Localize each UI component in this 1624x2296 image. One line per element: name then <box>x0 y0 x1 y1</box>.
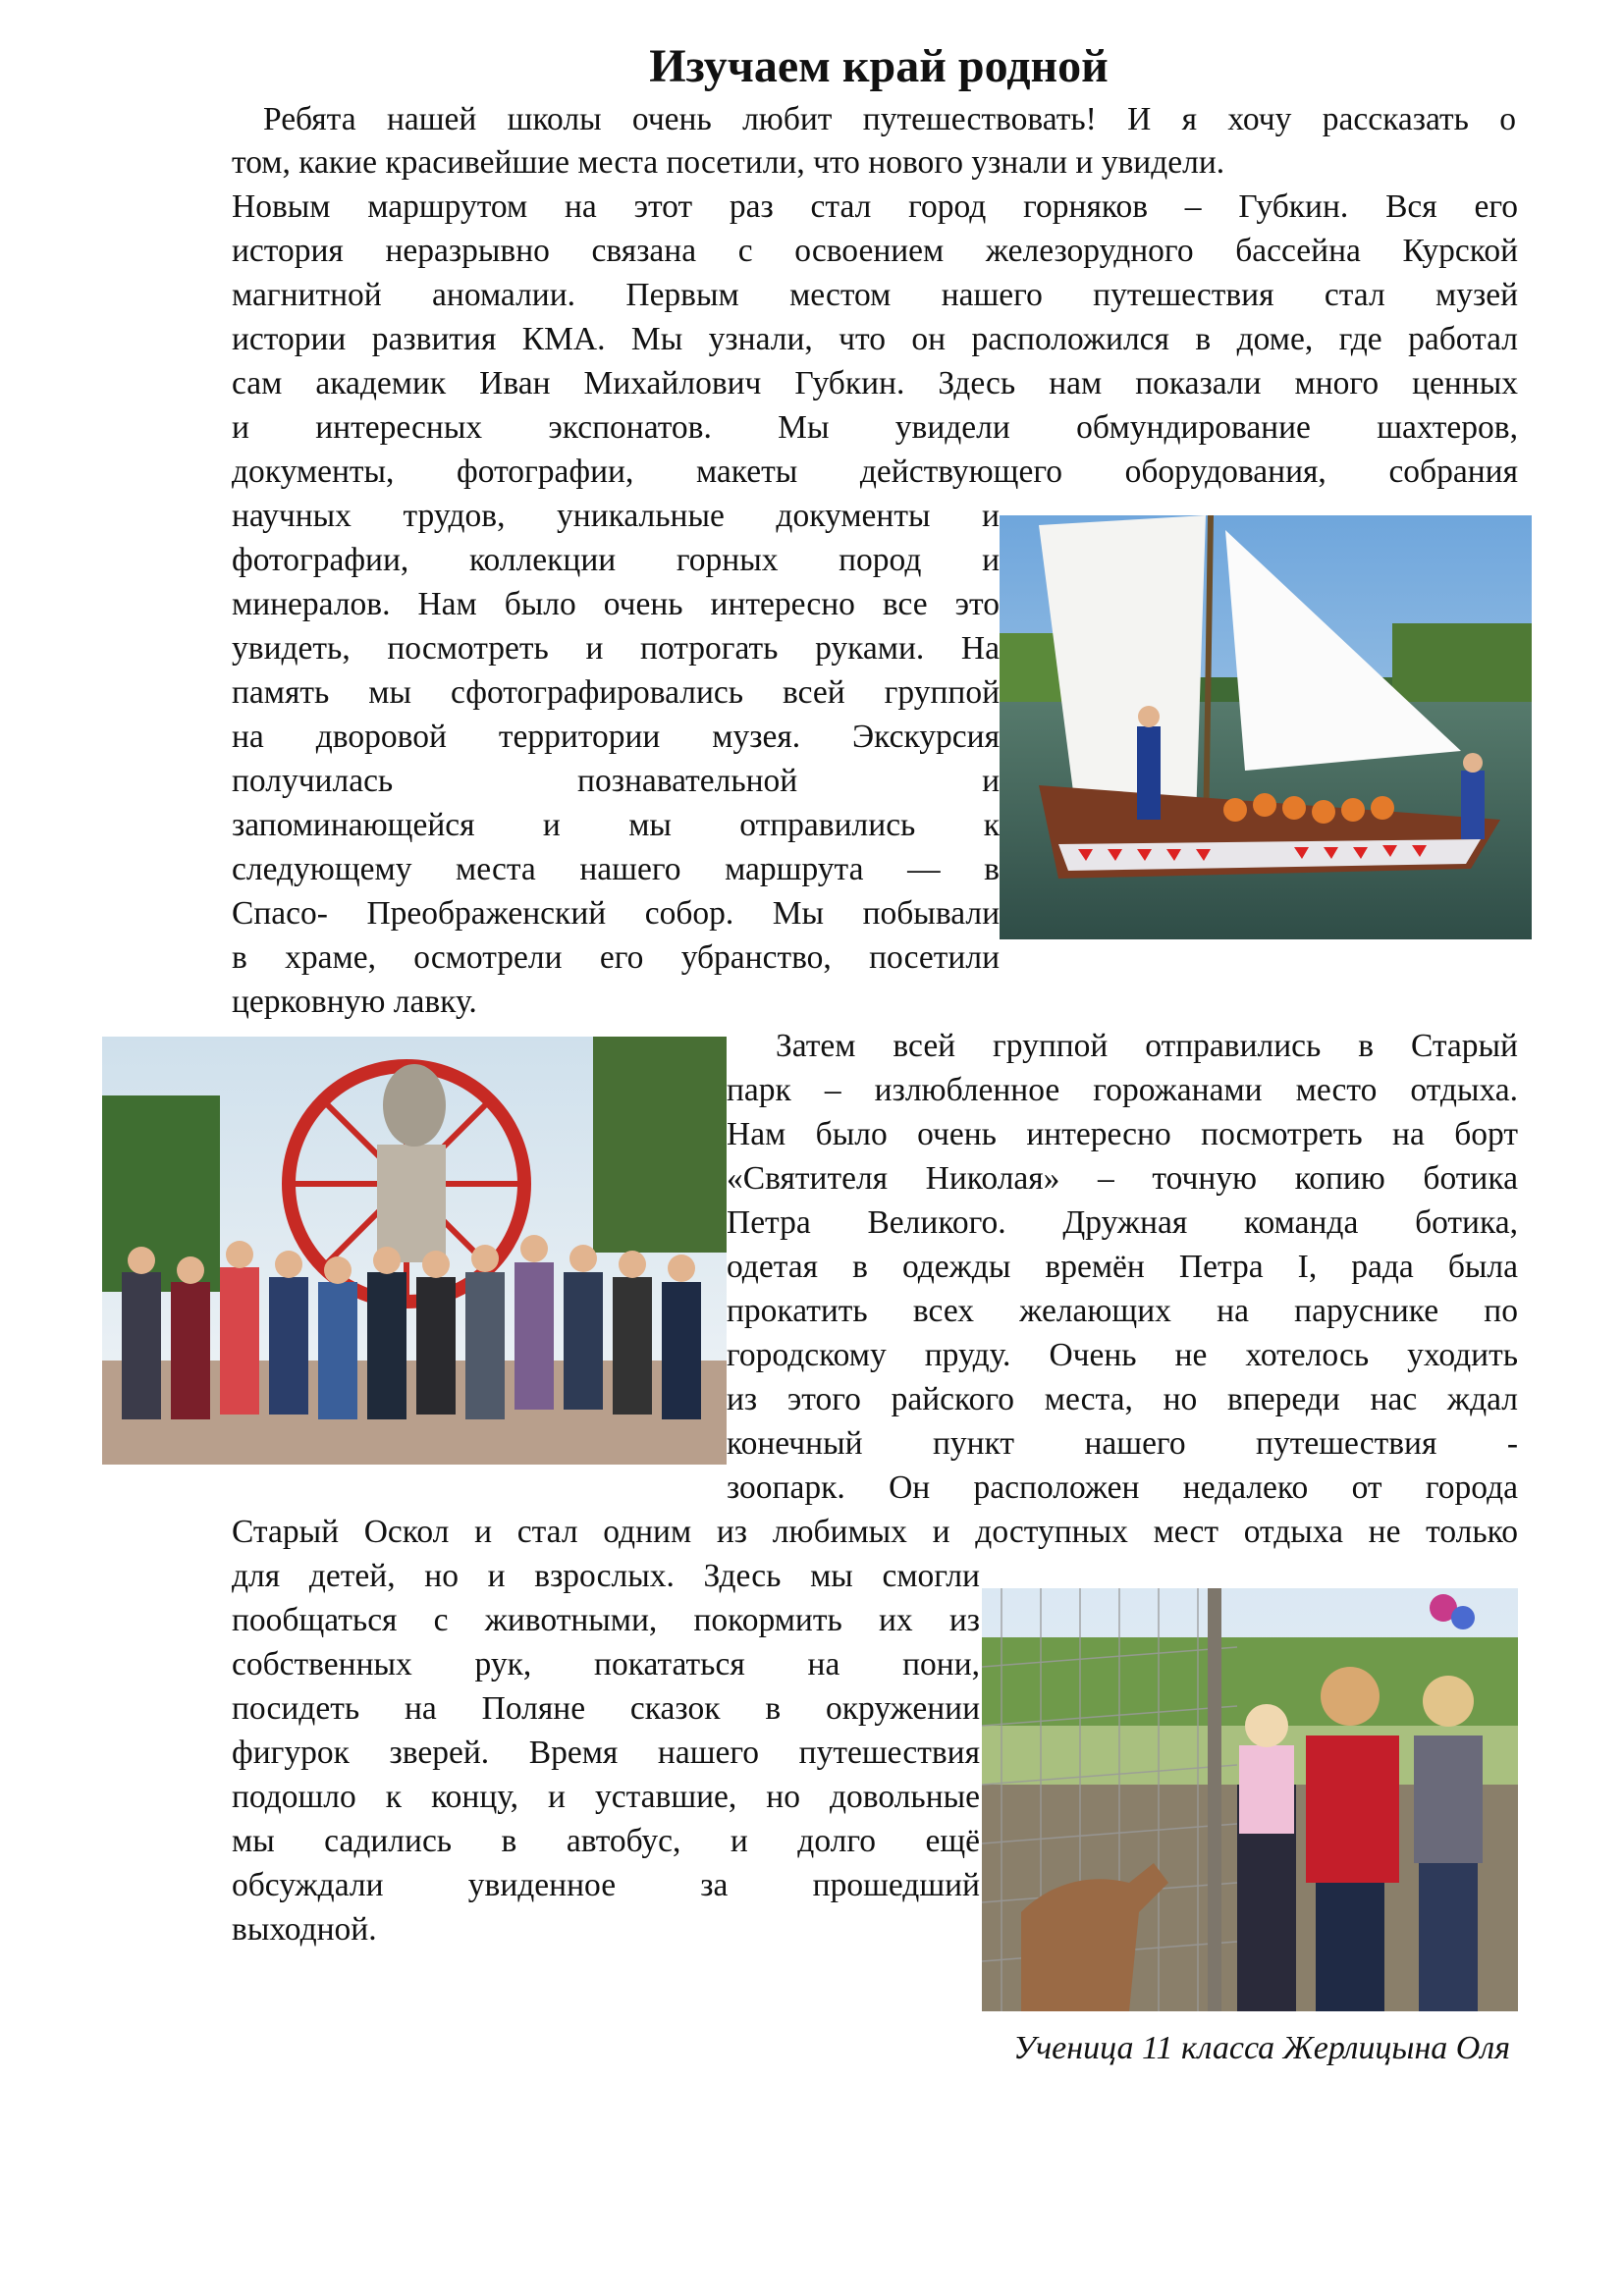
text-line: Новым маршрутом на этот раз стал город горняков – Губкин. Вся его <box>232 188 1518 225</box>
text-line: фигурок зверей. Время нашего путешествия <box>232 1735 980 1771</box>
text-line: городскому пруду. Очень не хотелось уходить <box>727 1337 1518 1373</box>
text-line: Спасо- Преображенский собор. Мы побывали <box>232 895 1000 932</box>
text-line: и интересных экспонатов. Мы увидели обмундирование шахтеров, <box>232 409 1518 446</box>
text-line: на дворовой территории музея. Экскурсия <box>232 719 1000 755</box>
text-line: обсуждали увиденное за прошедший <box>232 1867 980 1903</box>
text-line: Петра Великого. Дружная команда ботика, <box>727 1204 1518 1241</box>
text-line: память мы сфотографировались всей группой <box>232 674 1000 711</box>
text-line: собственных рук, покататься на пони, <box>232 1646 980 1682</box>
text-line: минералов. Нам было очень интересно все это <box>232 586 1000 622</box>
zoo-photo <box>982 1588 1518 2011</box>
text-line: Ребята нашей школы очень любит путешествовать! И я хочу рассказать о <box>263 101 1516 137</box>
text-line: для детей, но и взрослых. Здесь мы смогли <box>232 1558 980 1594</box>
text-line: зоопарк. Он расположен недалеко от города <box>727 1469 1518 1506</box>
text-line: подошло к концу, и уставшие, но довольные <box>232 1779 980 1815</box>
text-line: фотографии, коллекции горных пород и <box>232 542 1000 578</box>
text-line: следующему места нашего маршрута — в <box>232 851 1000 887</box>
text-line: конечный пункт нашего путешествия - <box>727 1425 1518 1462</box>
text-line: мы садились в автобус, и долго ещё <box>232 1823 980 1859</box>
text-line: получилась познавательной и <box>232 763 1000 799</box>
text-line: пообщаться с животными, покормить их из <box>232 1602 980 1638</box>
text-line: научных трудов, уникальные документы и <box>232 498 1000 534</box>
text-line: парк – излюбленное горожанами место отдыха. <box>727 1072 1518 1108</box>
text-line: Нам было очень интересно посмотреть на борт <box>727 1116 1518 1152</box>
text-line: история неразрывно связана с освоением железорудного бассейна Курской <box>232 233 1518 269</box>
author-signature: Ученица 11 класса Жерлицына Оля <box>1013 2030 1510 2066</box>
text-line: одетая в одежды времён Петра I, рада была <box>727 1249 1518 1285</box>
text-line: документы, фотографии, макеты действующего оборудования, собрания <box>232 454 1518 490</box>
text-line: магнитной аномалии. Первым местом нашего путешествия стал музей <box>232 277 1518 313</box>
text-line: запоминающейся и мы отправились к <box>232 807 1000 843</box>
page-title: Изучаем край родной <box>649 40 1109 92</box>
text-line: из этого райского места, но впереди нас ждал <box>727 1381 1518 1417</box>
group-photo <box>102 1037 727 1465</box>
text-line: сам академик Иван Михайлович Губкин. Здесь нам показали много ценных <box>232 365 1518 401</box>
text-line: «Святителя Николая» – точную копию ботика <box>727 1160 1518 1197</box>
text-line: в храме, осмотрели его убранство, посетили <box>232 939 1000 976</box>
text-line: посидеть на Поляне сказок в окружении <box>232 1690 980 1727</box>
text-line: увидеть, посмотреть и потрогать руками. На <box>232 630 1000 667</box>
sailboat-photo <box>1000 515 1532 939</box>
text-line: выходной. <box>232 1911 377 1948</box>
text-line: Старый Оскол и стал одним из любимых и доступных мест отдыха не только <box>232 1514 1518 1550</box>
text-line: Затем всей группой отправились в Старый <box>776 1028 1518 1064</box>
text-line: церковную лавку. <box>232 984 477 1020</box>
text-line: том, какие красивейшие места посетили, что нового узнали и увидели. <box>232 144 1225 181</box>
text-line: истории развития КМА. Мы узнали, что он расположился в доме, где работал <box>232 321 1518 357</box>
text-line: прокатить всех желающих на паруснике по <box>727 1293 1518 1329</box>
